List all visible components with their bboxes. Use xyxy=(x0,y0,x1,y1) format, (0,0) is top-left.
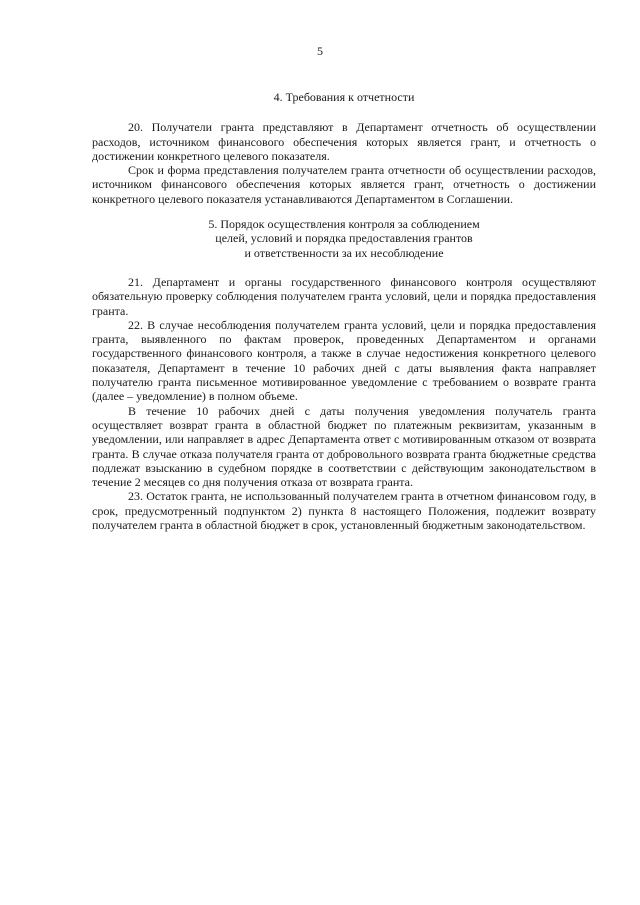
document-body xyxy=(92,90,596,532)
paragraph-23: 23. Остаток гранта, не использованный получателем гранта в отчетном финансовом году, в срок, предусмотренный подпунктом 2) пункта 8 настоящего Положения, подлежит возврату получателем гранта в областной бюджет в срок, установленный бюджетным законодательством. xyxy=(92,489,596,533)
paragraph-20: 20. Получатели гранта представляют в Департамент отчетность об осуществлении расходов, источником финансового обеспечения которых является грант, и отчетность о достижении конкретного целевого показателя. xyxy=(92,120,596,163)
section-5-heading-line: 5. Порядок осуществления контроля за соблюдением xyxy=(208,217,480,232)
section-5-heading-line: и ответственности за их несоблюдение xyxy=(244,245,444,260)
section-5-heading xyxy=(92,217,596,260)
paragraph-21: 21. Департамент и органы государственного финансового контроля осуществляют обязательную проверку соблюдения получателем гранта условий, цели и порядка предоставления гранта. xyxy=(92,274,596,318)
section-4-heading: 4. Требования к отчетности xyxy=(273,90,415,104)
paragraph-22: 22. В случае несоблюдения получателем гранта условий, цели и порядка предоставления гранта, выявленного по фактам проверок, проведенных Департаментом и органами государственного финансового контроля, а также в случае недостижения конкретного целевого показателя, Департамент в течение 10 рабочих дней с даты выявления факта направляет получателю гранта письменное мотивированное уведомление с требованием о возврате гранта (далее – уведомление) в полном объеме. xyxy=(92,317,596,404)
paragraph-22-return: В течение 10 рабочих дней с даты получения уведомления получатель гранта осуществляет возврат гранта в областной бюджет по платежным реквизитам, указанным в уведомлении, или направляет в адрес Департамента ответ с мотивированным отказом от возврата гранта. В случае отказа получателя гранта от добровольного возврата гранта бюджетные средства подлежат взысканию в судебном порядке в соответствии с действующим законодательством в течение 2 месяцев со дня получения отказа от возврата гранта. xyxy=(92,403,596,490)
paragraph-20-deadline: Срок и форма представления получателем гранта отчетности об осуществлении расходов, источником финансового обеспечения которых является грант, отчетность о достижении конкретного целевого показателя устанавливаются Департаментом в Соглашении. xyxy=(92,163,596,206)
section-5-heading-line: целей, условий и порядка предоставления грантов xyxy=(215,231,473,246)
page-number: 5 xyxy=(317,44,323,58)
